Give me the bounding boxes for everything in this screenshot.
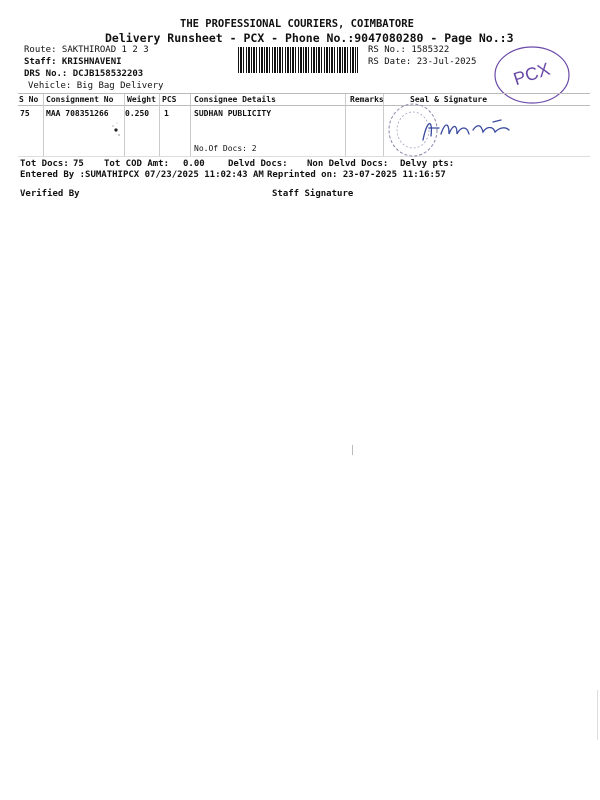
staff-label: Staff: KRISHNAVENI	[24, 57, 122, 67]
verified-by: Verified By	[20, 189, 80, 199]
tot-cod-label: Tot COD Amt:	[104, 159, 170, 169]
row-docs-count: No.Of Docs: 2	[194, 144, 257, 153]
row-consignment: MAA 708351266	[46, 109, 109, 118]
drs-number: DRS No.: DCJB158532203	[24, 69, 144, 79]
barcode	[238, 47, 358, 73]
route-label: Route: SAKTHIROAD 1 2 3	[24, 45, 149, 55]
seal-signature	[383, 100, 533, 164]
row-sno: 75	[20, 109, 30, 118]
pcx-stamp	[492, 44, 572, 106]
stamp-text: PCX	[510, 58, 553, 90]
company-name: THE PROFESSIONAL COURIERS, COIMBATORE	[180, 18, 414, 30]
col-header-consignment: Consignment No	[46, 95, 114, 104]
runsheet-title: Delivery Runsheet - PCX - Phone No.:9047080280 - Page No.:3	[105, 31, 514, 45]
rs-number: RS No.: 1585322	[368, 45, 450, 55]
staff-signature: Staff Signature	[272, 189, 354, 199]
vehicle-label: Vehicle: Big Bag Delivery	[28, 81, 164, 91]
col-header-consignee: Consignee Details	[194, 95, 276, 104]
col-header-remarks: Remarks	[350, 95, 384, 104]
speckle-mark	[108, 120, 124, 142]
tot-docs-label: Tot Docs:	[20, 159, 69, 169]
row-weight: 0.250	[125, 109, 150, 118]
rs-date: RS Date: 23-Jul-2025	[368, 57, 477, 67]
tot-cod-value: 0.00	[183, 159, 205, 169]
col-header-weight: Weight	[127, 95, 156, 104]
reprinted-on: Reprinted on: 23-07-2025 11:16:57	[267, 170, 446, 180]
delvy-pts-label: Delvy pts:	[400, 159, 455, 169]
row-pcs: 1	[164, 109, 169, 118]
col-header-sno: S No	[19, 95, 39, 104]
row-consignee: SUDHAN PUBLICITY	[194, 109, 272, 118]
col-header-seal: Seal & Signature	[410, 95, 488, 104]
entered-by: Entered By :SUMATHIPCX 07/23/2025 11:02:43 AM	[20, 170, 264, 180]
non-delvd-docs-label: Non Delvd Docs:	[307, 159, 389, 169]
tot-docs-value: 75	[73, 159, 84, 169]
col-header-pcs: PCS	[162, 95, 177, 104]
delvd-docs-label: Delvd Docs:	[228, 159, 288, 169]
